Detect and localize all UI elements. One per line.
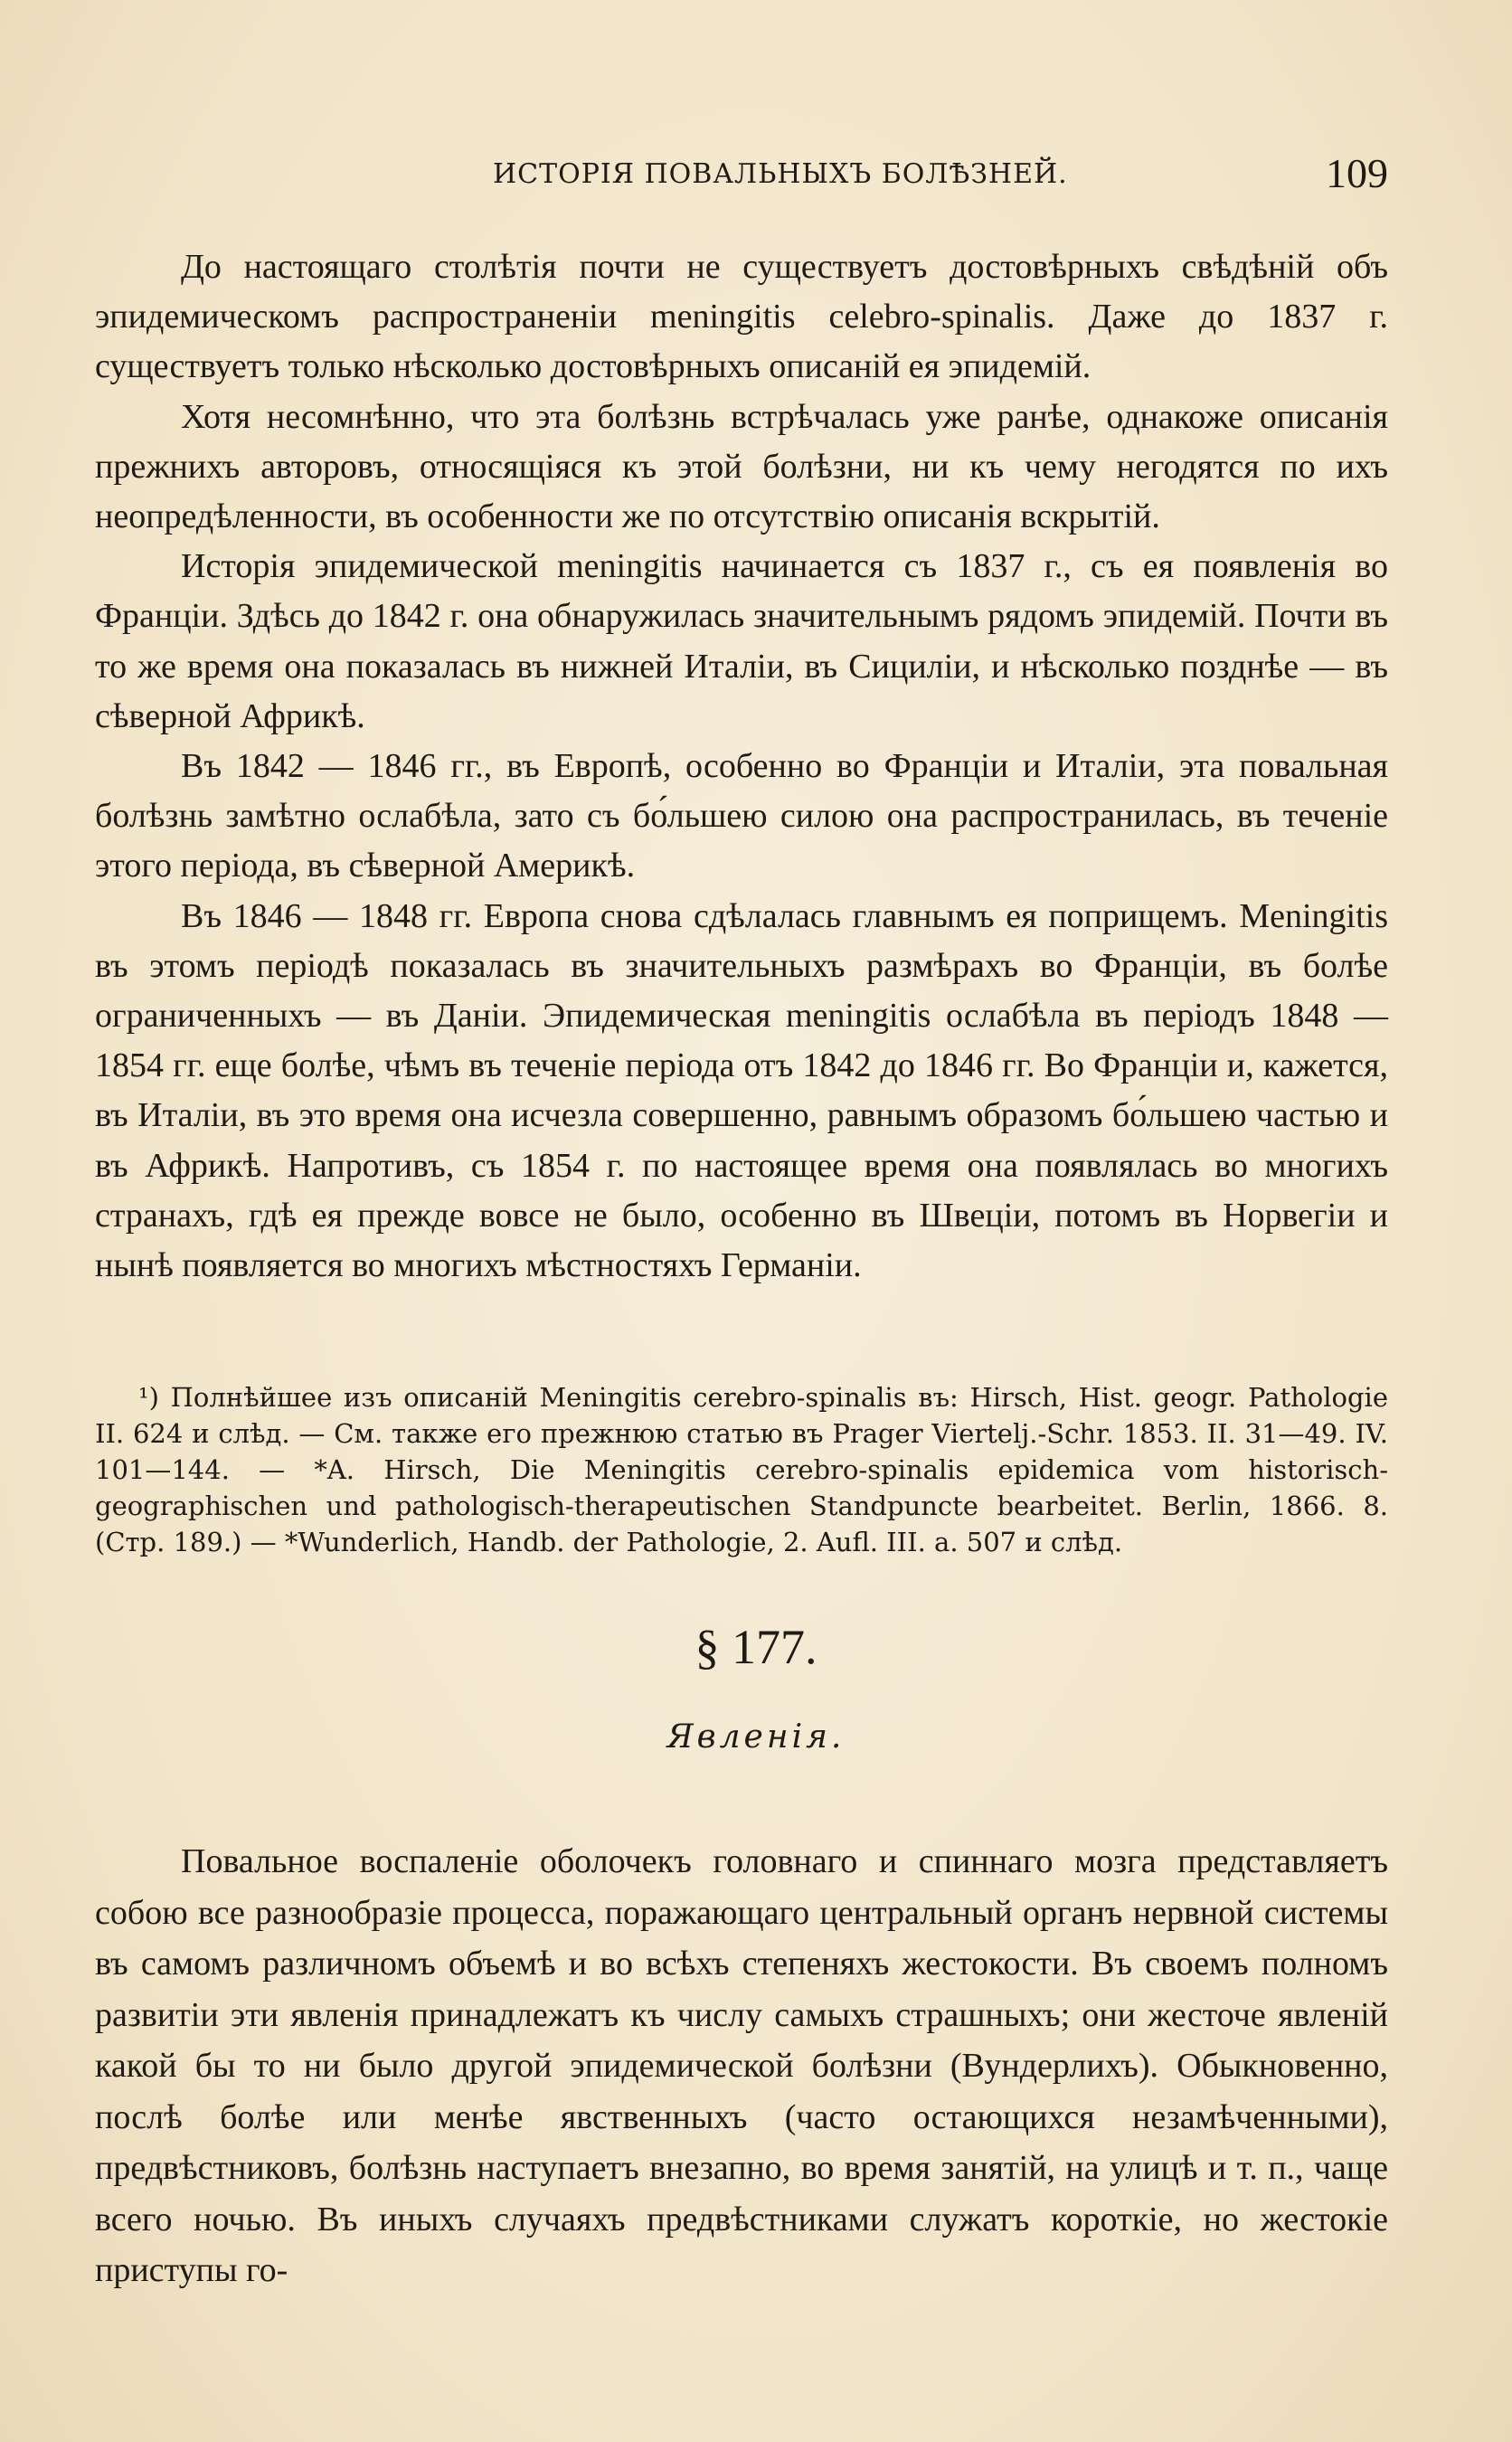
paragraph: Исторія эпидемической meningitis начинается съ 1837 г., съ ея появленія во Франціи. Здѣсь до 1842 г. она обнаружилась значительнымъ рядомъ эпидемій. Почти въ то же время она показалась въ нижней Италіи, въ Сициліи, и нѣсколько позднѣе — въ сѣверной Африкѣ. <box>95 547 1388 735</box>
paragraph: Повальное воспаленіе оболочекъ головнаго и спиннаго мозга представляетъ собою все разнообразіе процесса, поражающаго центральный органъ нервной системы въ самомъ различномъ объемѣ и во всѣхъ степеняхъ жестокости. Въ своемъ полномъ развитіи эти явленія принадлежатъ къ числу самыхъ страшныхъ; они жесточе явленій какой бы то ни было другой эпидемической болѣзни (Вундерлихъ). Обыкновенно, послѣ болѣе или менѣе явственныхъ (часто остающихся незамѣченными), предвѣстниковъ, болѣзнь наступаетъ внезапно, во время занятій, на улицѣ и т. п., чаще всего ночью. Въ иныхъ случаяхъ предвѣстниками служатъ короткіе, но жестокіе приступы го- <box>95 1842 1388 2289</box>
paragraph: Въ 1846 — 1848 гг. Европа снова сдѣлалась главнымъ ея поприщемъ. Meningitis въ этомъ періодѣ показалась въ значительныхъ размѣрахъ во Франціи, въ болѣе ограниченныхъ — въ Даніи. Эпидемическая meningitis ослабѣла въ періодъ 1848 — 1854 гг. еще болѣе, чѣмъ въ теченіе періода отъ 1842 до 1846 гг. Во Франціи и, кажется, въ Италіи, въ это время она исчезла совершенно, равнымъ образомъ бо́льшею частью и въ Африкѣ. Напротивъ, съ 1854 г. по настоящее время она появлялась во многихъ странахъ, гдѣ ея прежде вовсе не было, особенно въ Швеціи, потомъ въ Норвегіи и нынѣ появляется во многихъ мѣстностяхъ Германіи. <box>95 896 1388 1285</box>
section-text <box>95 1836 1388 2296</box>
paragraph: Въ 1842 — 1846 гг., въ Европѣ, особенно во Франціи и Италіи, эта повальная болѣзнь замѣтно ослабѣла, зато съ бо́льшею силою она распространилась, въ теченіе этого періода, въ сѣверной Америкѣ. <box>95 747 1388 885</box>
main-text <box>95 242 1388 1291</box>
section-title: Явленія. <box>666 1718 846 1756</box>
footnotes <box>95 1379 1388 1560</box>
running-head: ИСТОРІЯ ПОВАЛЬНЫХЪ БОЛѢЗНЕЙ. <box>493 158 1068 190</box>
page-number: 109 <box>1326 150 1388 196</box>
footnote: ¹) Полнѣйшее изъ описаній Meningitis cerebro-spinalis въ: Hirsch, Hist. geogr. Pathologie II. 624 и слѣд. — См. также его прежнюю статью въ Prager Viertelj.-Schr. 1853. II. 31—49. IV. 101—144. — *A. Hirsch, Die Meningitis cerebro-spinalis epidemica vom historisch-geographischen und pathologisch-therapeutischen Standpuncte bearbeitet. Berlin, 1866. 8. (Стр. 189.) — *Wunderlich, Handb. der Pathologie, 2. Aufl. III. a. 507 и слѣд. <box>95 1382 1388 1557</box>
paragraph: Хотя несомнѣнно, что эта болѣзнь встрѣчалась уже ранѣе, однакоже описанія прежнихъ авторовъ, относящіяся къ этой болѣзни, ни къ чему негодятся по ихъ неопредѣленности, въ особенности же по отсутствію описанія вскрытій. <box>95 397 1388 536</box>
paragraph: До настоящаго столѣтія почти не существуетъ достовѣрныхъ свѣдѣній объ эпидемическомъ распространеніи meningitis celebro-spinalis. Даже до 1837 г. существуетъ только нѣсколько достовѣрныхъ описаній ея эпидемій. <box>95 248 1388 386</box>
page-header <box>95 149 1388 204</box>
section-number: § 177. <box>695 1620 817 1674</box>
